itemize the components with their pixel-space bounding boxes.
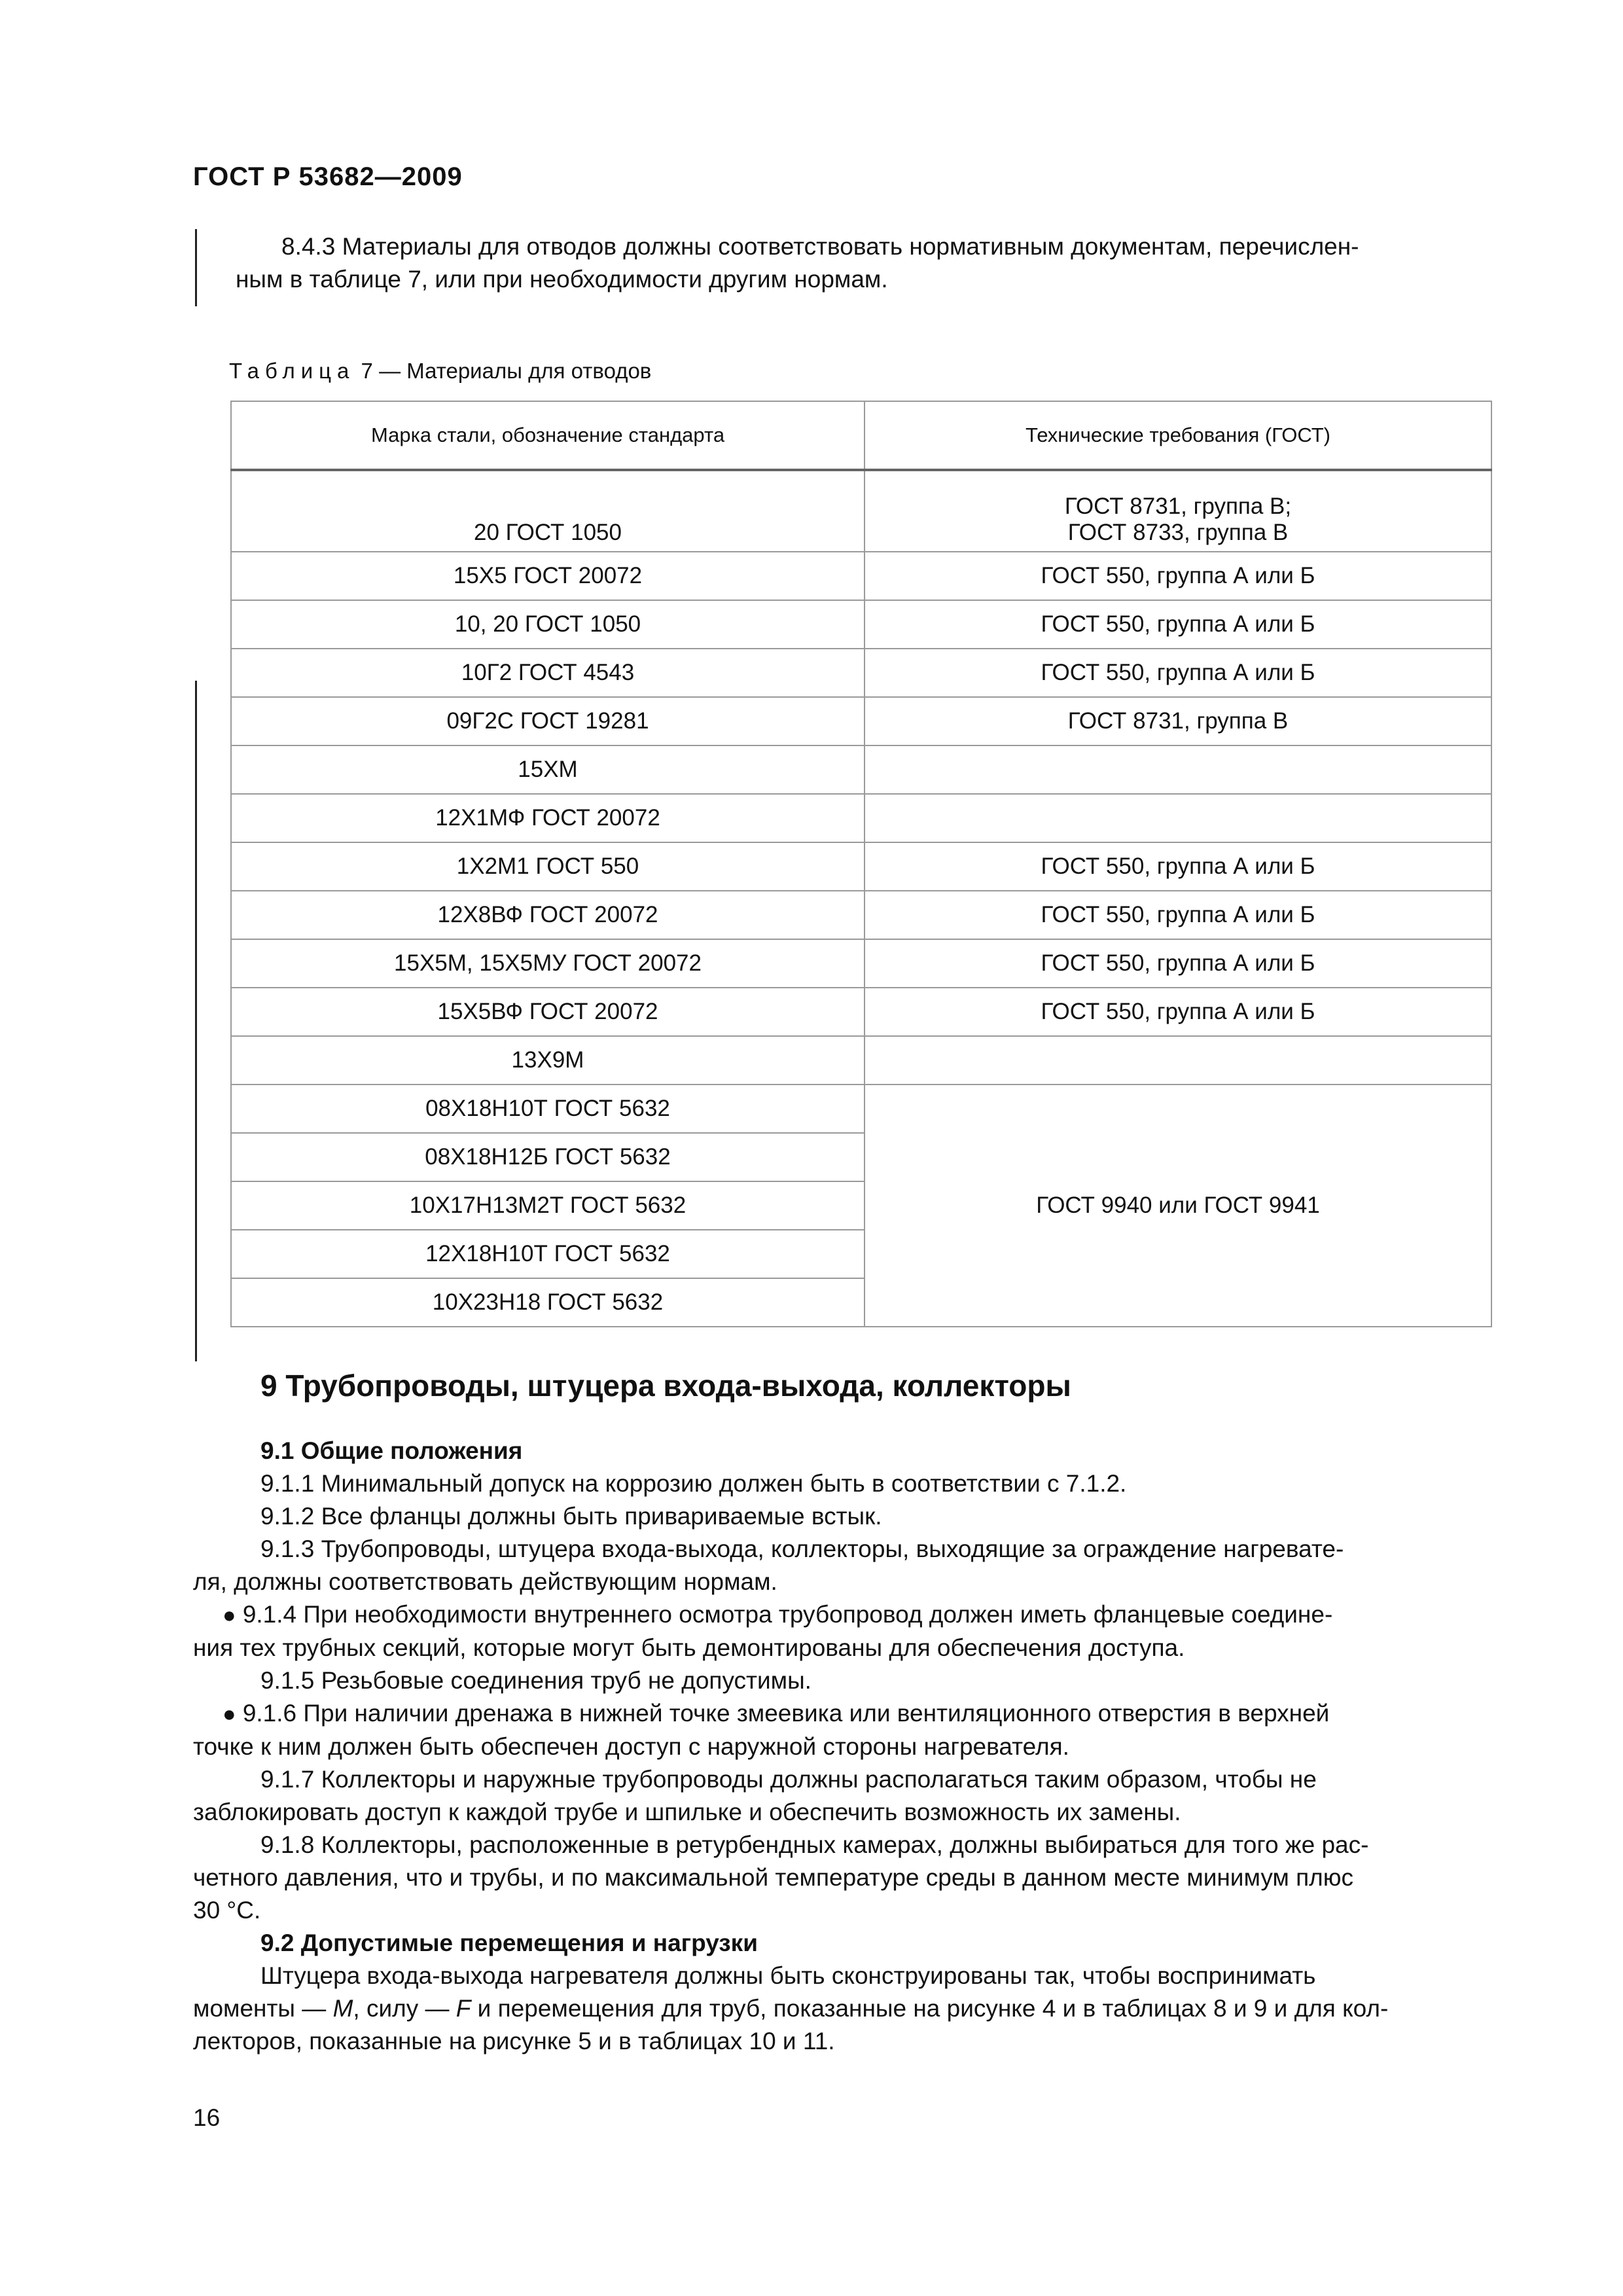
table-row — [231, 794, 1491, 842]
steel-cell: 08Х18Н10Т ГОСТ 5632 — [231, 1085, 865, 1133]
merged-requirement-cell: ГОСТ 9940 или ГОСТ 9941 — [865, 1085, 1491, 1327]
document-id: ГОСТ Р 53682—2009 — [193, 162, 463, 191]
column-header: Марка стали, обозначение стандарта — [231, 401, 865, 470]
steel-cell: 10Х23Н18 ГОСТ 5632 — [231, 1278, 865, 1327]
table-row — [231, 939, 1491, 988]
change-bar — [195, 229, 197, 306]
steel-cell: 09Г2С ГОСТ 19281 — [231, 697, 865, 745]
table-row — [231, 649, 1491, 697]
subsection-9-1-title: 9.1 Общие положения — [260, 1437, 523, 1464]
table-row — [231, 600, 1491, 649]
section-9-title: 9 Трубопроводы, штуцера входа-выхода, коллекторы — [260, 1369, 1071, 1403]
requirement-cell: ГОСТ 8731, группа В — [865, 697, 1491, 745]
steel-cell: 15Х5 ГОСТ 20072 — [231, 552, 865, 600]
bullet-marker: ● — [223, 1702, 236, 1727]
steel-cell: 12Х1МФ ГОСТ 20072 — [231, 794, 865, 842]
steel-cell: 10Г2 ГОСТ 4543 — [231, 649, 865, 697]
steel-cell: 10, 20 ГОСТ 1050 — [231, 600, 865, 649]
paragraph-9-1-2: 9.1.2 Все фланцы должны быть привариваемые встык. — [260, 1503, 882, 1530]
steel-cell: 15ХМ — [231, 745, 865, 794]
table-row — [231, 745, 1491, 794]
paragraph-9-1-5: 9.1.5 Резьбовые соединения труб не допустимы. — [260, 1667, 812, 1694]
paragraph-9-2: Штуцера входа-выхода нагревателя должны быть сконструированы так, чтобы воспринимать моменты — М, силу — F и перемещения для труб, показанные на рисунке 4 и в таблицах 8 и 9 и для кол- лекторов, показанные на рисунке 5 и в таблицах 10 и 11. — [193, 1962, 1389, 2054]
subsection-9-2-title: 9.2 Допустимые перемещения и нагрузки — [260, 1929, 758, 1956]
paragraph-9-1-4: ● 9.1.4 При необходимости внутреннего осмотра трубопровод должен иметь фланцевые соедине- ния тех трубных секций, которые могут быть демонтированы для обеспечения доступа. — [193, 1601, 1333, 1661]
requirement-cell: ГОСТ 8731, группа В; ГОСТ 8733, группа В — [865, 470, 1491, 552]
steel-cell: 13Х9М — [231, 1036, 865, 1085]
requirement-cell: ГОСТ 550, группа А или Б — [865, 600, 1491, 649]
table-row — [231, 697, 1491, 745]
table-row — [231, 552, 1491, 600]
paragraph-9-1-7: 9.1.7 Коллекторы и наружные трубопроводы должны располагаться таким образом, чтобы не заблокировать доступ к каждой трубе и шпильке и обеспечить возможность их замены. — [193, 1766, 1317, 1825]
section-9-body — [193, 1435, 1492, 2058]
paragraph-8-4-3: 8.4.3 Материалы для отводов должны соответствовать нормативным документам, перечислен- ным в таблице 7, или при необходимости другим нормам. — [236, 233, 1359, 293]
table-row — [231, 891, 1491, 939]
requirement-cell — [865, 745, 1491, 794]
paragraph-9-1-3: 9.1.3 Трубопроводы, штуцера входа-выхода, коллекторы, выходящие за ограждение нагревате- ля, должны соответствовать действующим нормам. — [193, 1535, 1344, 1595]
steel-cell: 12Х18Н10Т ГОСТ 5632 — [231, 1230, 865, 1278]
paragraph-9-1-8: 9.1.8 Коллекторы, расположенные в ретурбендных камерах, должны выбираться для того же рас- четного давления, что и трубы, и по максимальной температуре среды в данном месте минимум плюс 30 °С. — [193, 1831, 1369, 1924]
steel-cell: 12Х8ВФ ГОСТ 20072 — [231, 891, 865, 939]
materials-table — [230, 401, 1492, 1327]
bullet-marker: ● — [223, 1603, 236, 1628]
steel-cell: 20 ГОСТ 1050 — [231, 470, 865, 552]
page-number: 16 — [193, 2104, 221, 2131]
table-row — [231, 1085, 1491, 1133]
requirement-cell: ГОСТ 550, группа А или Б — [865, 939, 1491, 988]
requirement-cell — [865, 794, 1491, 842]
paragraph-9-1-1: 9.1.1 Минимальный допуск на коррозию должен быть в соответствии с 7.1.2. — [260, 1470, 1127, 1497]
table-row — [231, 842, 1491, 891]
requirement-cell — [865, 1036, 1491, 1085]
requirement-cell: ГОСТ 550, группа А или Б — [865, 891, 1491, 939]
table-row — [231, 470, 1491, 552]
requirement-cell: ГОСТ 550, группа А или Б — [865, 842, 1491, 891]
change-bar — [195, 681, 197, 1361]
steel-cell: 08Х18Н12Б ГОСТ 5632 — [231, 1133, 865, 1181]
column-header: Технические требования (ГОСТ) — [865, 401, 1491, 470]
paragraph-9-1-6: ● 9.1.6 При наличии дренажа в нижней точке змеевика или вентиляционного отверстия в верхней точке к ним должен быть обеспечен доступ с наружной стороны нагревателя. — [193, 1700, 1330, 1760]
table-caption: Таблица 7 — Материалы для отводов — [229, 359, 652, 383]
requirement-cell: ГОСТ 550, группа А или Б — [865, 988, 1491, 1036]
table-row — [231, 988, 1491, 1036]
table-row — [231, 1036, 1491, 1085]
requirement-cell: ГОСТ 550, группа А или Б — [865, 649, 1491, 697]
steel-cell: 15Х5М, 15Х5МУ ГОСТ 20072 — [231, 939, 865, 988]
steel-cell: 10Х17Н13М2Т ГОСТ 5632 — [231, 1181, 865, 1230]
steel-cell: 15Х5ВФ ГОСТ 20072 — [231, 988, 865, 1036]
table-header-row — [231, 401, 1491, 470]
requirement-cell: ГОСТ 550, группа А или Б — [865, 552, 1491, 600]
steel-cell: 1Х2М1 ГОСТ 550 — [231, 842, 865, 891]
